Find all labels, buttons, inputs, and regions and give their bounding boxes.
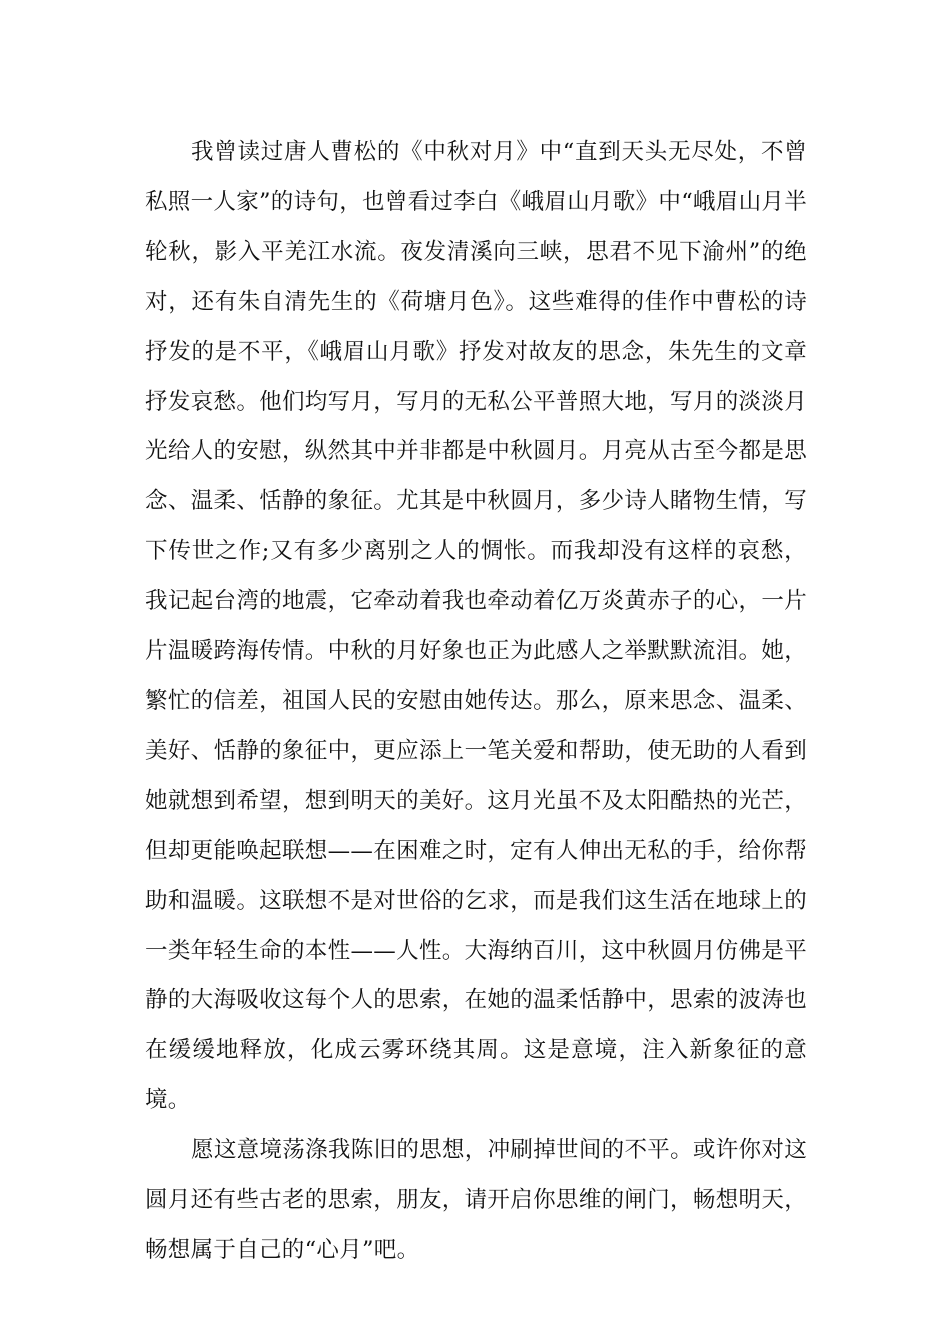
paragraph-2: 愿这意境荡涤我陈旧的思想，冲刷掉世间的不平。或许你对这圆月还有些古老的思索，朋友，请开启你思维的闸门，畅想明天，畅想属于自己的“心月”吧。 <box>145 1137 807 1263</box>
document-body <box>145 128 807 1276</box>
paragraph-1: 我曾读过唐人曹松的《中秋对月》中“直到天头无尽处，不曾私照一人家”的诗句，也曾看过李白《峨眉山月歌》中“峨眉山月半轮秋，影入平羌江水流。夜发清溪向三峡，思君不见下渝州”的绝对，还有朱自清先生的《荷塘月色》。这些难得的佳作中曹松的诗抒发的是不平，《峨眉山月歌》抒发对故友的思念，朱先生的文章抒发哀愁。他们均写月，写月的无私公平普照大地，写月的淡淡月光给人的安慰，纵然其中并非都是中秋圆月。月亮从古至今都是思念、温柔、恬静的象征。尤其是中秋圆月，多少诗人睹物生情，写下传世之作;又有多少离别之人的惆怅。而我却没有这样的哀愁，我记起台湾的地震，它牵动着我也牵动着亿万炎黄赤子的心，一片片温暖跨海传情。中秋的月好象也正为此感人之举默默流泪。她，繁忙的信差，祖国人民的安慰由她传达。那么，原来思念、温柔、美好、恬静的象征中，更应添上一笔关爱和帮助，使无助的人看到她就想到希望，想到明天的美好。这月光虽不及太阳酷热的光芒，但却更能唤起联想——在困难之时，定有人伸出无私的手，给你帮助和温暖。这联想不是对世俗的乞求，而是我们这生活在地球上的一类年轻生命的本性——人性。大海纳百川，这中秋圆月仿佛是平静的大海吸收这每个人的思索，在她的温柔恬静中，思索的波涛也在缓缓地释放，化成云雾环绕其周。这是意境，注入新象征的意境。 <box>145 139 808 1114</box>
